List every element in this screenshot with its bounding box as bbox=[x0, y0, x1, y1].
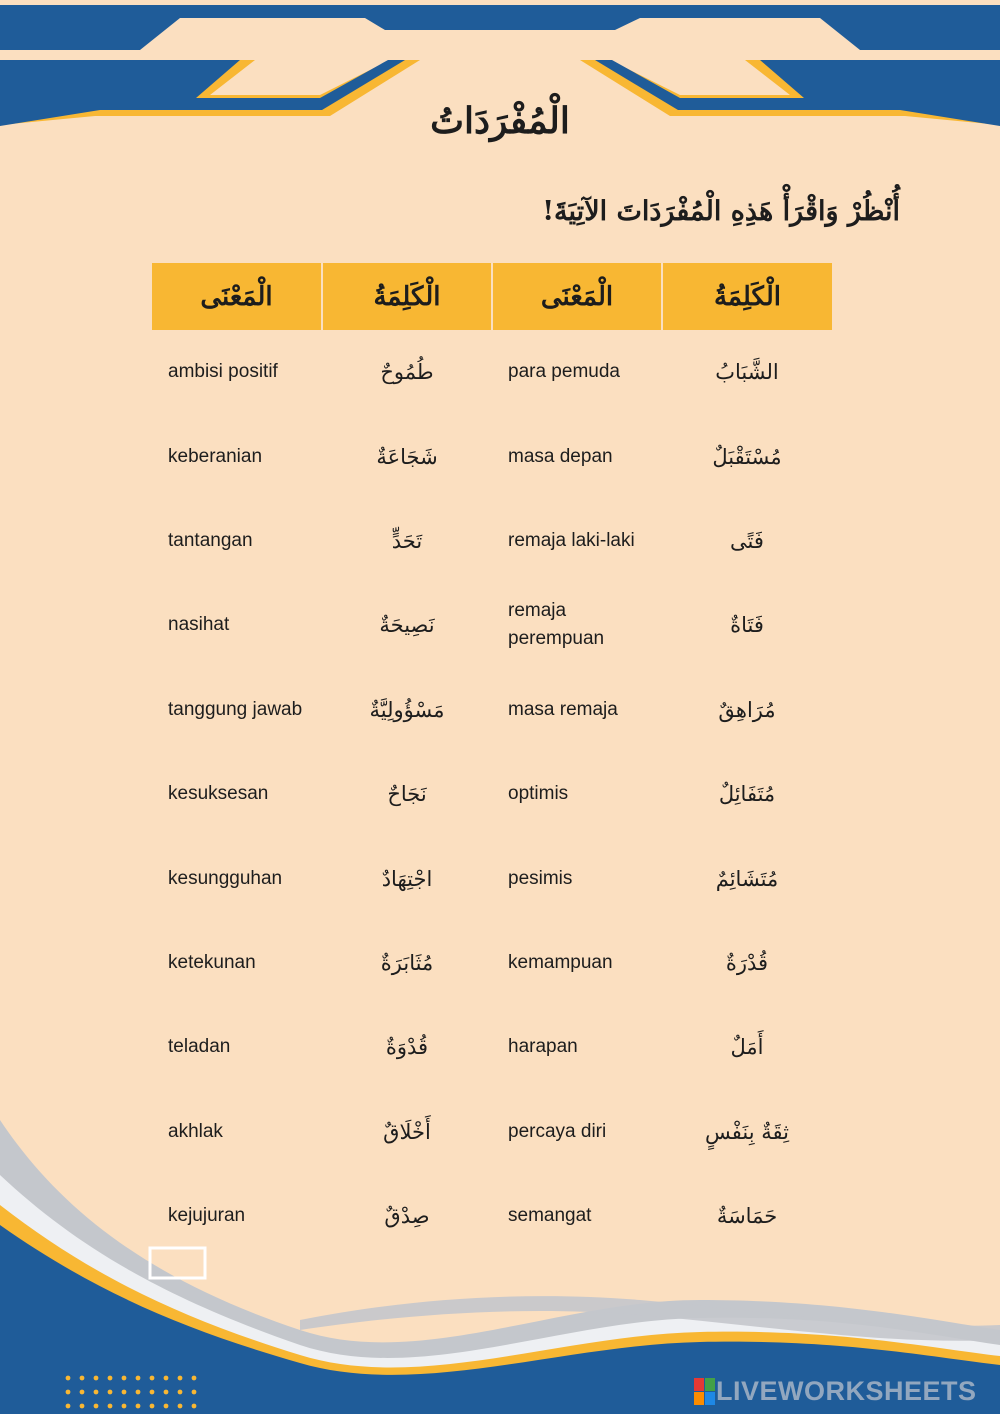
decorative-dot bbox=[178, 1390, 183, 1395]
word-right-cell: ثِقَةٌ بِنَفْسٍ bbox=[705, 1119, 789, 1144]
word-right-cell: مُتَشَائِمٌ bbox=[715, 866, 779, 891]
word-right-cell: أَمَلٌ bbox=[730, 1035, 764, 1060]
decorative-dot bbox=[150, 1390, 155, 1395]
word-right-cell: مُرَاهِقٌ bbox=[718, 697, 776, 722]
meaning-right-cell: masa depan bbox=[508, 445, 613, 467]
word-left-cell: مَسْؤُولِيَّةٌ bbox=[369, 697, 445, 722]
page-title: الْمُفْرَدَاتُ bbox=[430, 100, 570, 142]
decorative-dot bbox=[122, 1376, 127, 1381]
meaning-left-cell: kesuksesan bbox=[168, 783, 269, 805]
meaning-left-cell: nasihat bbox=[168, 614, 230, 636]
word-right-cell: الشَّبَابُ bbox=[715, 360, 779, 385]
meaning-right-cell: percaya diri bbox=[508, 1120, 607, 1142]
decorative-dot bbox=[122, 1390, 127, 1395]
decorative-dot bbox=[136, 1390, 141, 1395]
decorative-dot bbox=[178, 1376, 183, 1381]
decorative-dot bbox=[94, 1390, 99, 1395]
word-left-cell: نَصِيحَةٌ bbox=[379, 613, 435, 638]
decorative-dot bbox=[108, 1404, 113, 1409]
table-row bbox=[152, 414, 832, 498]
decorative-dot bbox=[122, 1404, 127, 1409]
instruction-text: أُنْظُرْ وَاقْرَأْ هَذِهِ الْمُفْرَدَاتَ الآتِيَةَ! bbox=[542, 196, 900, 227]
decorative-dot bbox=[164, 1404, 169, 1409]
word-right-cell: فَتَاةٌ bbox=[730, 613, 764, 638]
meaning-left-cell: teladan bbox=[168, 1036, 231, 1058]
table-row bbox=[152, 921, 832, 1005]
meaning-left-cell: ambisi positif bbox=[168, 361, 278, 383]
decorative-dot bbox=[66, 1390, 71, 1395]
word-left-cell: شَجَاعَةٌ bbox=[376, 444, 438, 469]
meaning-right-cell: optimis bbox=[508, 783, 569, 805]
table-row bbox=[152, 1174, 832, 1258]
table-row bbox=[152, 330, 832, 414]
decorative-dot bbox=[66, 1404, 71, 1409]
decorative-dot bbox=[108, 1376, 113, 1381]
meaning-right-cell: pesimis bbox=[508, 867, 573, 889]
table-row bbox=[152, 836, 832, 920]
meaning-right-cell: harapan bbox=[508, 1036, 578, 1058]
decorative-dot bbox=[80, 1376, 85, 1381]
decorative-dot bbox=[192, 1376, 197, 1381]
meaning-left-cell: kejujuran bbox=[168, 1205, 246, 1227]
meaning-right-cell: remaja laki-laki bbox=[508, 529, 635, 551]
decorative-dot bbox=[192, 1404, 197, 1409]
word-right-cell: مُسْتَقْبَلٌ bbox=[712, 444, 782, 469]
header-word-left: الْكَلِمَةُ bbox=[322, 263, 492, 330]
word-left-cell: قُدْوَةٌ bbox=[385, 1035, 429, 1060]
word-left-cell: طُمُوحٌ bbox=[380, 360, 434, 385]
decorative-dot bbox=[80, 1404, 85, 1409]
word-left-cell: صِدْقٌ bbox=[384, 1204, 430, 1229]
meaning-left-cell: ketekunan bbox=[168, 951, 256, 973]
meaning-left-cell: akhlak bbox=[168, 1120, 223, 1142]
decorative-dot bbox=[94, 1376, 99, 1381]
decorative-dot bbox=[94, 1404, 99, 1409]
meaning-right-cell: masa remaja bbox=[508, 698, 618, 720]
word-left-cell: تَحَدٍّ bbox=[391, 528, 423, 553]
table-row bbox=[152, 1090, 832, 1174]
decorative-dot bbox=[178, 1404, 183, 1409]
word-right-cell: حَمَاسَةٌ bbox=[716, 1204, 778, 1229]
liveworksheets-logo-icon bbox=[694, 1378, 716, 1406]
table-row bbox=[152, 1005, 832, 1089]
header-meaning-right: الْمَعْنَى bbox=[492, 263, 662, 330]
decorative-dot bbox=[150, 1376, 155, 1381]
meaning-left-cell: tanggung jawab bbox=[168, 698, 303, 720]
word-left-cell: مُثَابَرَةٌ bbox=[380, 950, 434, 975]
decorative-dot bbox=[108, 1390, 113, 1395]
decorative-dot bbox=[164, 1390, 169, 1395]
meaning-right-cell: semangat bbox=[508, 1205, 592, 1227]
table-row bbox=[152, 583, 832, 667]
decorative-dot bbox=[66, 1376, 71, 1381]
meaning-left-cell: kesungguhan bbox=[168, 867, 283, 889]
decorative-dot bbox=[80, 1390, 85, 1395]
word-right-cell: قُدْرَةٌ bbox=[725, 950, 769, 975]
word-left-cell: اجْتِهَادٌ bbox=[381, 866, 433, 891]
decorative-dot bbox=[136, 1376, 141, 1381]
decorative-dot bbox=[150, 1404, 155, 1409]
decorative-dot bbox=[192, 1390, 197, 1395]
liveworksheets-wordmark: LIVEWORKSHEETS bbox=[716, 1376, 977, 1406]
table-row bbox=[152, 668, 832, 752]
meaning-right-cell: kemampuan bbox=[508, 951, 613, 973]
meaning-right-cell: para pemuda bbox=[508, 361, 620, 383]
vocabulary-table bbox=[152, 263, 832, 1258]
word-right-cell: فَتًى bbox=[730, 528, 764, 553]
meaning-right-cell: remaja perempuan bbox=[508, 600, 605, 650]
header-word-right: الْكَلِمَةُ bbox=[662, 263, 832, 330]
meaning-left-cell: tantangan bbox=[168, 529, 253, 551]
word-right-cell: مُتَفَائِلٌ bbox=[718, 782, 776, 807]
decorative-dot bbox=[164, 1376, 169, 1381]
word-left-cell: نَجَاحٌ bbox=[387, 782, 427, 807]
word-left-cell: أَخْلَاقٌ bbox=[383, 1119, 431, 1144]
table-header-row bbox=[152, 263, 832, 330]
meaning-left-cell: keberanian bbox=[168, 445, 263, 467]
header-meaning-left: الْمَعْنَى bbox=[152, 263, 322, 330]
decorative-dot bbox=[136, 1404, 141, 1409]
table-row bbox=[152, 499, 832, 583]
table-row bbox=[152, 752, 832, 836]
liveworksheets-brand bbox=[694, 1374, 994, 1408]
